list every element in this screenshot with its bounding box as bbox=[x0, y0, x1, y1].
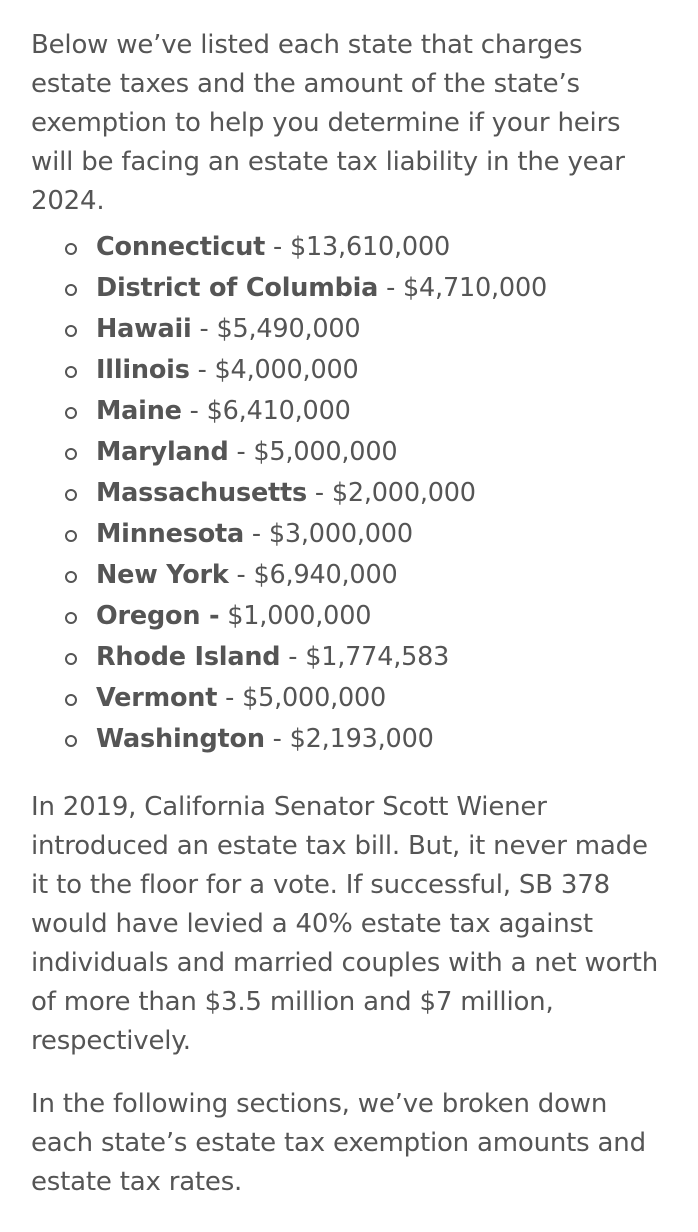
exemption-amount: $2,000,000 bbox=[331, 478, 476, 508]
separator: - bbox=[264, 724, 290, 754]
list-item bbox=[65, 309, 670, 350]
list-item bbox=[65, 514, 670, 555]
exemption-amount: $5,000,000 bbox=[242, 683, 387, 713]
california-bill-paragraph: In 2019, California Senator Scott Wiener introduced an estate tax bill. But, it never made it to the floor for a vote. If successful, SB 378 would have levied a 40% estate tax against individuals and married couples with a net worth of more than $3.5 million and $7 million, respectively. bbox=[31, 792, 659, 1056]
hollow-circle-bullet-icon bbox=[65, 284, 77, 296]
state-name: New York bbox=[96, 560, 229, 590]
exemption-amount: $6,410,000 bbox=[206, 396, 351, 426]
separator: - bbox=[189, 355, 215, 385]
list-item bbox=[65, 678, 670, 719]
separator: - bbox=[191, 314, 217, 344]
exemption-amount: $6,940,000 bbox=[253, 560, 398, 590]
separator: - bbox=[228, 560, 254, 590]
hollow-circle-bullet-icon bbox=[65, 571, 77, 583]
separator: - bbox=[181, 396, 207, 426]
state-name: Hawaii bbox=[96, 314, 192, 344]
list-item bbox=[65, 227, 670, 268]
hollow-circle-bullet-icon bbox=[65, 735, 77, 747]
hollow-circle-bullet-icon bbox=[65, 653, 77, 665]
list-item bbox=[65, 473, 670, 514]
separator: - bbox=[228, 437, 254, 467]
exemption-amount: $13,610,000 bbox=[289, 232, 450, 262]
separator: - bbox=[280, 642, 306, 672]
intro-paragraph: Below we’ve listed each state that charges estate taxes and the amount of the state’s exemption to help you determine if your heirs will be facing an estate tax liability in the year 2024. bbox=[31, 30, 625, 216]
following-sections-paragraph: In the following sections, we’ve broken down each state’s estate tax exemption amounts and estate tax rates. bbox=[31, 1089, 646, 1197]
exemption-amount: $4,000,000 bbox=[214, 355, 359, 385]
list-item bbox=[65, 637, 670, 678]
state-exemption-list bbox=[31, 227, 670, 760]
state-name: Rhode Island bbox=[96, 642, 281, 672]
hollow-circle-bullet-icon bbox=[65, 694, 77, 706]
list-item bbox=[65, 268, 670, 309]
list-item bbox=[65, 350, 670, 391]
hollow-circle-bullet-icon bbox=[65, 448, 77, 460]
hollow-circle-bullet-icon bbox=[65, 407, 77, 419]
state-name: Washington bbox=[96, 724, 265, 754]
hollow-circle-bullet-icon bbox=[65, 366, 77, 378]
state-name: District of Columbia bbox=[96, 273, 379, 303]
list-item bbox=[65, 596, 670, 637]
state-name: Maine bbox=[96, 396, 182, 426]
separator: - bbox=[217, 683, 243, 713]
hollow-circle-bullet-icon bbox=[65, 325, 77, 337]
state-name: Connecticut bbox=[96, 232, 266, 262]
separator: - bbox=[378, 273, 403, 303]
exemption-amount: $1,774,583 bbox=[305, 642, 450, 672]
list-item bbox=[65, 391, 670, 432]
list-item bbox=[65, 719, 670, 760]
exemption-amount: $1,000,000 bbox=[227, 601, 372, 631]
state-name: Maryland bbox=[96, 437, 229, 467]
state-name: Vermont bbox=[96, 683, 218, 713]
state-name: Illinois bbox=[96, 355, 190, 385]
list-item bbox=[65, 432, 670, 473]
state-name: Massachusetts bbox=[96, 478, 307, 508]
exemption-amount: $5,000,000 bbox=[253, 437, 398, 467]
exemption-amount: $5,490,000 bbox=[216, 314, 361, 344]
exemption-amount: $4,710,000 bbox=[403, 273, 548, 303]
exemption-amount: $2,193,000 bbox=[289, 724, 434, 754]
hollow-circle-bullet-icon bbox=[65, 612, 77, 624]
state-name: Oregon - bbox=[96, 601, 220, 631]
state-name: Minnesota bbox=[96, 519, 245, 549]
list-item bbox=[65, 555, 670, 596]
hollow-circle-bullet-icon bbox=[65, 243, 77, 255]
separator: - bbox=[265, 232, 290, 262]
exemption-amount: $3,000,000 bbox=[268, 519, 413, 549]
separator: - bbox=[244, 519, 269, 549]
hollow-circle-bullet-icon bbox=[65, 489, 77, 501]
hollow-circle-bullet-icon bbox=[65, 530, 77, 542]
separator: - bbox=[307, 478, 332, 508]
